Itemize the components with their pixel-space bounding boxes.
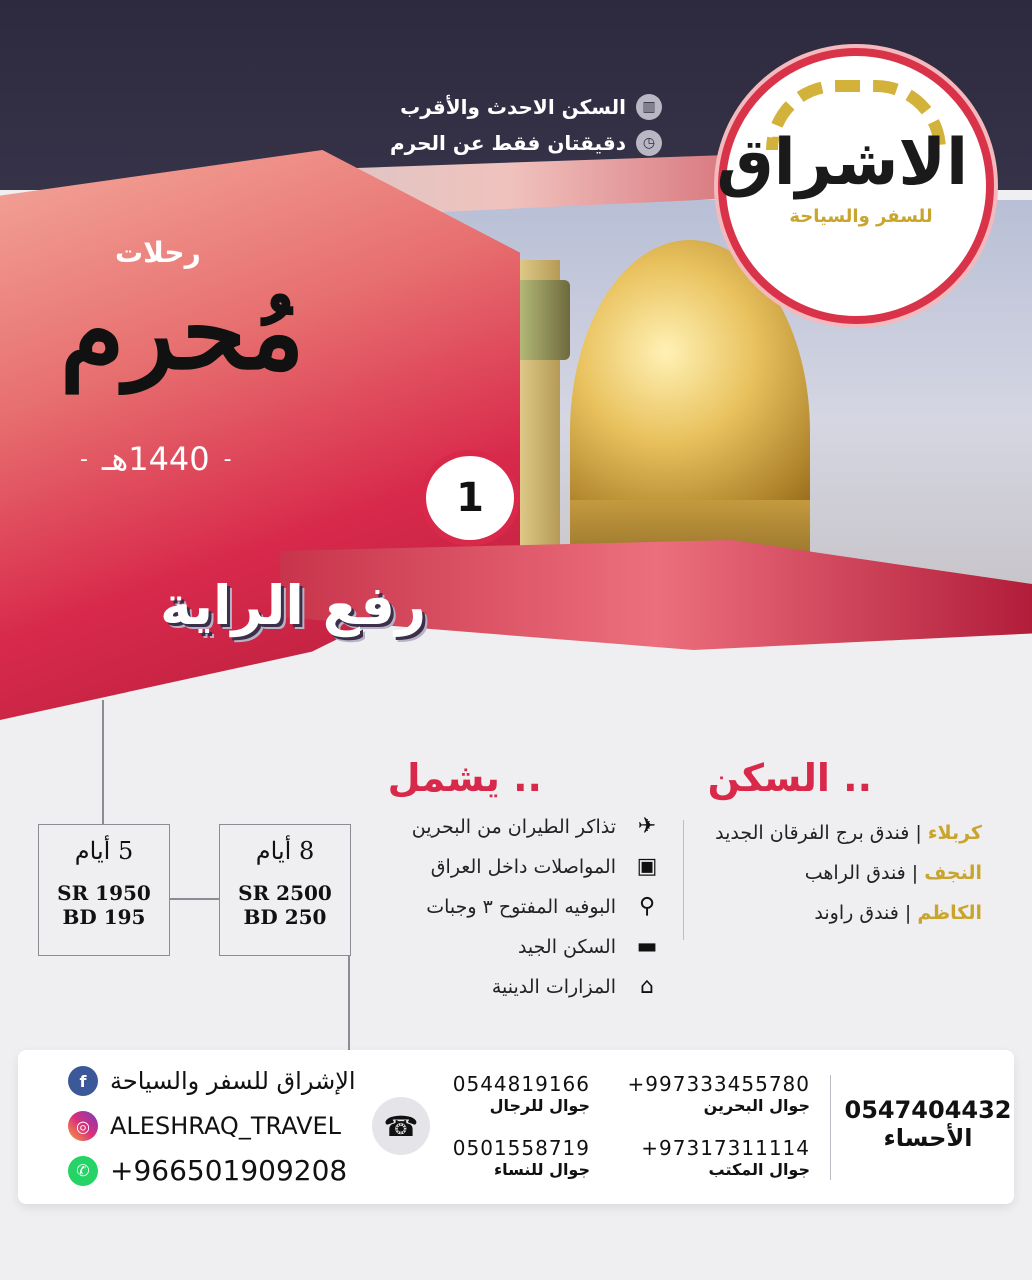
package-price-sr: SR 2500: [238, 881, 332, 905]
airplane-icon: ✈: [637, 814, 657, 839]
include-item: [492, 974, 662, 999]
package-price-sr: SR 1950: [57, 881, 151, 905]
connector-line: [170, 898, 220, 900]
office-phone-label: جوال المكتب: [708, 1160, 810, 1179]
bahrain-phone-label: جوال البحرين: [703, 1096, 810, 1115]
men-phone-label: جوال للرجال: [489, 1096, 590, 1115]
facebook-name: الإشراق للسفر والسياحة: [110, 1067, 356, 1095]
hotel-name: فندق راوند: [814, 902, 899, 924]
separator: |: [905, 862, 919, 884]
trips-label: رحلات: [115, 236, 201, 269]
bahrain-phone: +997333455780: [627, 1072, 810, 1096]
clock-icon: ◷: [636, 130, 662, 156]
facebook-icon: f: [68, 1066, 98, 1096]
include-item: [518, 934, 662, 959]
instagram-handle: ALESHRAQ_TRAVEL: [110, 1112, 342, 1140]
hotel-row: [805, 862, 982, 884]
whatsapp-icon: ✆: [68, 1156, 98, 1186]
package-5-days: [38, 824, 170, 956]
whatsapp-link[interactable]: [68, 1154, 347, 1187]
include-item: [412, 814, 662, 839]
feature-text: السكن الاحدث والأقرب: [400, 95, 626, 119]
instagram-icon: ◎: [68, 1111, 98, 1141]
instagram-link[interactable]: [68, 1111, 341, 1141]
hotel-city: كربلاء: [927, 822, 982, 844]
package-8-days: [219, 824, 351, 956]
include-item: [431, 854, 662, 879]
feature-text: دقيقتان فقط عن الحرم: [390, 131, 626, 155]
accommodation-title: .. السكن: [707, 756, 872, 800]
package-days: 5 أيام: [74, 837, 134, 865]
feature-newest-accommodation: [400, 94, 662, 120]
men-phone-block[interactable]: [446, 1072, 590, 1115]
include-text: المواصلات داخل العراق: [430, 855, 616, 878]
logo-wordmark: الاشراق: [716, 126, 968, 200]
package-price-bd: BD 250: [243, 905, 327, 929]
footer-divider: [830, 1075, 831, 1180]
bus-icon: ▣: [636, 854, 658, 879]
phone-icon: ☎: [372, 1097, 430, 1155]
ahsa-phone-block[interactable]: [840, 1096, 1016, 1152]
men-phone: 0544819166: [452, 1072, 590, 1096]
connector-line: [348, 955, 350, 1053]
trip-number-badge: 1: [420, 450, 520, 546]
hijri-year: 1440هـ: [101, 440, 210, 478]
include-text: البوفيه المفتوح ٣ وجبات: [426, 895, 616, 918]
building-icon: ▥: [636, 94, 662, 120]
women-phone-block[interactable]: [446, 1136, 590, 1179]
bahrain-phone-block[interactable]: [620, 1072, 810, 1115]
hotel-city: النجف: [924, 862, 982, 884]
shrine-icon: ⌂: [640, 974, 654, 999]
package-price-bd: BD 195: [62, 905, 146, 929]
hotel-city: الكاظم: [917, 902, 982, 924]
include-text: تذاكر الطيران من البحرين: [411, 815, 616, 838]
logo-subtitle: للسفر والسياحة: [789, 206, 933, 227]
office-phone-block[interactable]: [620, 1136, 810, 1179]
section-divider: [683, 820, 684, 940]
utensils-icon: ⚲: [638, 894, 656, 919]
facebook-link[interactable]: [68, 1066, 356, 1096]
dash-left: -: [80, 446, 88, 472]
hotel-row: [814, 902, 982, 924]
include-text: السكن الجيد: [517, 935, 616, 958]
dash-right: -: [223, 446, 232, 472]
month-calligraphy: مُحرم: [60, 270, 305, 393]
separator: |: [909, 822, 922, 844]
bed-icon: ▬: [636, 934, 658, 959]
women-phone: 0501558719: [452, 1136, 590, 1160]
trip-name: رفع الراية: [160, 574, 427, 637]
include-item: [426, 894, 662, 919]
package-days: 8 أيام: [255, 837, 315, 865]
include-text: المزارات الدينية: [491, 975, 616, 998]
includes-title: .. يشمل: [387, 756, 542, 800]
hotel-name: فندق برج الفرقان الجديد: [715, 822, 910, 844]
hotel-row: [715, 822, 982, 844]
ahsa-label: الأحساء: [883, 1124, 973, 1152]
year-row: [80, 440, 232, 478]
separator: |: [898, 902, 912, 924]
office-phone: +97317311114: [641, 1136, 810, 1160]
feature-distance-to-shrine: [390, 130, 662, 156]
women-phone-label: جوال للنساء: [493, 1160, 590, 1179]
hotel-name: فندق الراهب: [804, 862, 906, 884]
whatsapp-number: +966501909208: [110, 1154, 348, 1187]
ahsa-phone: 0547404432: [844, 1096, 1012, 1124]
connector-line: [102, 700, 104, 824]
company-logo: [718, 48, 994, 324]
